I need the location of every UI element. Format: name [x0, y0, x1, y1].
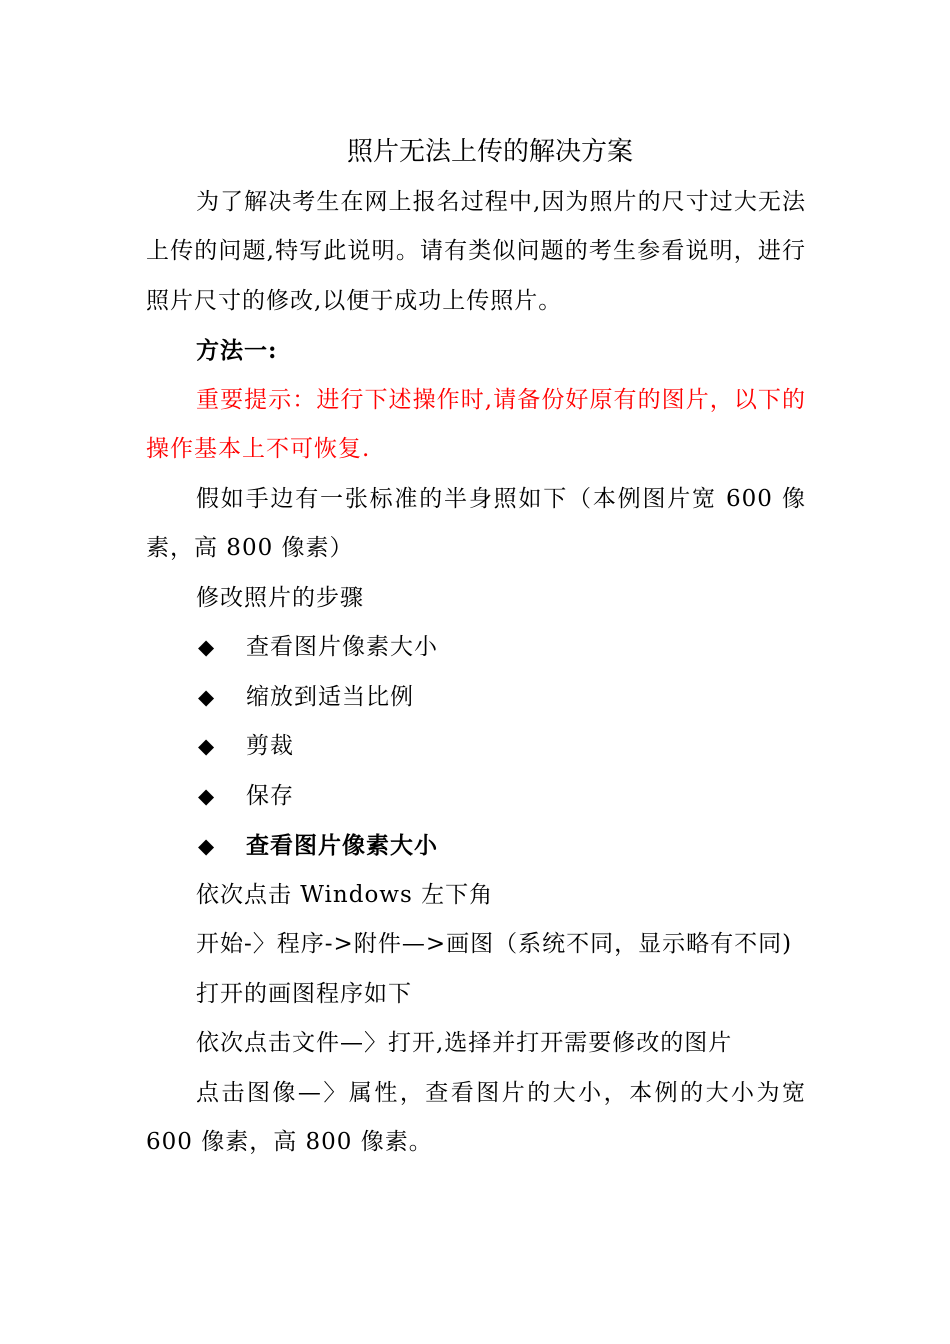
instruction-line: 依次点击文件—〉打开,选择并打开需要修改的图片	[196, 1030, 733, 1056]
intro-paragraph: 为了解决考生在网上报名过程中,因为照片的尺寸过大无法上传的问题,特写此说明。请有类似问题的考生参看说明，进行照片尺寸的修改,以便于成功上传照片。	[146, 188, 806, 314]
section-heading-label: 查看图片像素大小	[246, 832, 438, 859]
step-label: 查看图片像素大小	[246, 634, 438, 660]
instruction-line: 依次点击 Windows 左下角	[196, 881, 494, 908]
document-title: 照片无法上传的解决方案	[346, 137, 633, 167]
warning-paragraph: 重要提示：进行下述操作时,请备份好原有的图片，以下的操作基本上不可恢复.	[146, 386, 806, 462]
step-label: 缩放到适当比例	[246, 683, 414, 710]
example-paragraph: 假如手边有一张标准的半身照如下（本例图片宽 600 像素，高 800 像素）	[146, 485, 806, 561]
diamond-bullet-icon: ◆	[198, 734, 216, 758]
instruction-line: 打开的画图程序如下	[196, 980, 412, 1007]
diamond-bullet-icon: ◆	[198, 684, 216, 709]
step-item	[146, 623, 806, 673]
step-label: 剪裁	[246, 733, 294, 759]
instruction-line: 点击图像—〉属性，查看图片的大小，本例的大小为宽 600 像素，高 800 像素。	[146, 1079, 806, 1155]
step-label: 保存	[246, 782, 294, 809]
section-heading	[146, 821, 806, 871]
diamond-bullet-icon: ◆	[198, 783, 216, 808]
step-item	[146, 772, 806, 822]
document-body	[146, 128, 806, 1168]
instruction-line: 开始-〉程序->附件—>画图（系统不同，显示略有不同)	[196, 931, 793, 957]
diamond-bullet-icon: ◆	[198, 833, 216, 858]
steps-heading: 修改照片的步骤	[196, 584, 364, 611]
step-item	[146, 673, 806, 723]
step-item	[146, 722, 806, 772]
diamond-bullet-icon: ◆	[198, 635, 216, 659]
method-heading: 方法一:	[196, 337, 278, 364]
